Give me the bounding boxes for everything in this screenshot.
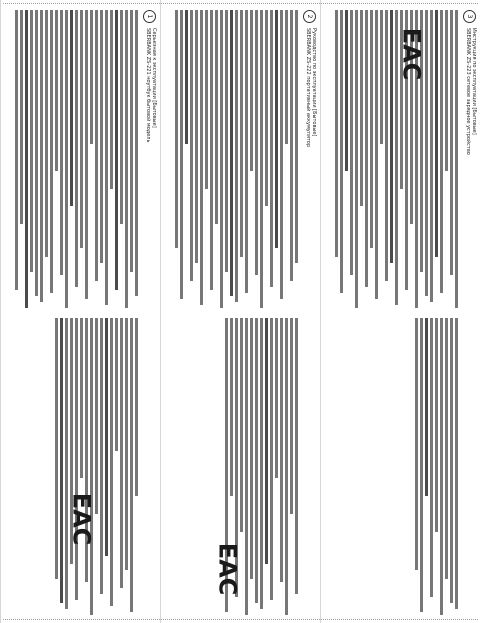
body-text-line xyxy=(420,318,423,613)
body-text-line xyxy=(120,318,123,589)
body-text-line xyxy=(285,10,288,144)
body-text-line xyxy=(285,318,288,616)
column-3-heading xyxy=(463,10,477,615)
body-text-line xyxy=(130,10,133,272)
body-text-line xyxy=(190,10,193,281)
body-text-line xyxy=(60,10,63,275)
body-text-line xyxy=(70,10,73,206)
body-text-line xyxy=(295,318,298,595)
body-text-line xyxy=(355,10,358,308)
column-3-subtitle: SBERBANK ZS-223 сетевое зарядное устройство xyxy=(465,28,471,155)
column-2-heading xyxy=(303,10,317,615)
body-text-line xyxy=(245,318,248,616)
body-text-line xyxy=(440,10,443,293)
body-text-line xyxy=(30,10,33,272)
body-text-line xyxy=(95,10,98,281)
body-text-line xyxy=(65,318,68,610)
body-text-line xyxy=(435,318,438,532)
body-text-line xyxy=(435,10,438,257)
body-text-line xyxy=(235,10,238,302)
body-text-line xyxy=(240,318,243,532)
body-text-line xyxy=(95,318,98,514)
body-text-line xyxy=(105,10,108,305)
body-text-line xyxy=(290,318,293,514)
body-text-line xyxy=(265,318,268,565)
body-text-line xyxy=(135,318,138,497)
body-text-line xyxy=(340,10,343,293)
body-text-line xyxy=(105,318,108,556)
column-2-title-text: Руководство по эксплуатации [Бытовые] xyxy=(311,28,317,137)
body-text-line xyxy=(185,10,188,144)
body-text-line xyxy=(280,10,283,299)
body-text-line xyxy=(250,10,253,171)
body-text-line xyxy=(270,318,273,601)
body-text-line xyxy=(55,318,58,580)
body-text-line xyxy=(90,318,93,616)
column-1-title-text: Серьезная к эксплуатации [Бытовые] xyxy=(151,28,157,128)
body-text-line xyxy=(375,10,378,299)
body-text-line xyxy=(380,10,383,144)
body-text-line xyxy=(135,10,138,296)
column-1-heading xyxy=(143,10,157,615)
body-text-line xyxy=(415,318,418,571)
body-text-line xyxy=(360,10,363,206)
body-text-line xyxy=(110,10,113,189)
eac-mark-column-3: EAC xyxy=(397,27,426,81)
body-text-line xyxy=(225,10,228,272)
body-text-line xyxy=(430,10,433,302)
body-text-line xyxy=(425,318,428,497)
body-text-line xyxy=(40,10,43,302)
column-3-number: 3 xyxy=(463,10,476,23)
body-text-line xyxy=(335,10,338,257)
column-3-content xyxy=(321,0,481,623)
body-text-line xyxy=(85,10,88,299)
body-text-line xyxy=(115,10,118,290)
leaflet-column-2 xyxy=(160,0,321,623)
body-text-line xyxy=(265,10,268,206)
column-2-title xyxy=(305,28,317,147)
body-text-line xyxy=(350,10,353,275)
body-text-line xyxy=(15,10,18,290)
body-text-line xyxy=(390,10,393,263)
column-2-subtitle: SBERBANK ZS-222 портативный аккумулятор xyxy=(305,28,311,148)
body-text-line xyxy=(245,10,248,293)
body-text-line xyxy=(200,10,203,305)
eac-mark-column-2: EAC xyxy=(213,542,242,596)
body-text-line xyxy=(205,10,208,189)
body-text-line xyxy=(275,318,278,479)
body-text-line xyxy=(365,10,368,287)
body-text-line xyxy=(370,10,373,248)
body-text-line xyxy=(445,10,448,171)
body-text-line xyxy=(280,318,283,583)
body-text-line xyxy=(425,10,428,296)
body-text-line xyxy=(55,10,58,171)
body-text-line xyxy=(210,10,213,290)
body-text-line xyxy=(440,318,443,616)
body-text-line xyxy=(25,10,28,308)
body-text-line xyxy=(230,318,233,497)
body-text-line xyxy=(260,10,263,308)
body-text-line xyxy=(450,10,453,275)
body-text-line xyxy=(345,10,348,171)
body-text-line xyxy=(90,10,93,144)
body-text-line xyxy=(255,318,258,604)
body-text-line xyxy=(80,318,83,479)
body-text-line xyxy=(180,10,183,299)
body-text-line xyxy=(255,10,258,275)
body-text-line xyxy=(455,318,458,610)
body-text-line xyxy=(65,10,68,308)
body-text-line xyxy=(445,318,448,580)
body-text-line xyxy=(295,10,298,263)
column-3-title xyxy=(465,28,477,155)
body-text-line xyxy=(175,10,178,248)
body-text-line xyxy=(275,10,278,248)
body-text-line xyxy=(230,10,233,296)
body-text-line xyxy=(120,10,123,224)
body-text-line xyxy=(430,318,433,598)
leaflet-column-3 xyxy=(320,0,481,623)
body-text-line xyxy=(20,10,23,224)
column-1-subtitle: SBERBANK ZS-221 ноутбук бытовой модель xyxy=(145,28,151,143)
body-text-line xyxy=(270,10,273,287)
body-text-line xyxy=(100,318,103,595)
column-2-body-text xyxy=(174,10,298,615)
body-text-line xyxy=(455,10,458,308)
eac-mark-column-1: EAC xyxy=(67,492,96,546)
body-text-line xyxy=(195,10,198,263)
body-text-line xyxy=(80,10,83,248)
body-text-line xyxy=(260,318,263,610)
body-text-line xyxy=(45,10,48,257)
leaflet-column-1 xyxy=(0,0,161,623)
column-3-body-text xyxy=(334,10,458,615)
body-text-line xyxy=(60,318,63,604)
body-text-line xyxy=(100,10,103,263)
body-text-line xyxy=(385,10,388,281)
body-text-line xyxy=(125,318,128,571)
body-text-line xyxy=(130,318,133,613)
body-text-line xyxy=(75,318,78,601)
body-text-line xyxy=(220,10,223,308)
body-text-line xyxy=(110,318,113,607)
body-text-line xyxy=(215,10,218,224)
column-1-number: 1 xyxy=(143,10,156,23)
body-text-line xyxy=(450,318,453,604)
body-text-line xyxy=(240,10,243,257)
body-text-line xyxy=(250,318,253,580)
body-text-line xyxy=(290,10,293,281)
column-2-content xyxy=(161,0,321,623)
body-text-line xyxy=(125,10,128,308)
body-text-line xyxy=(75,10,78,287)
column-3-title-text: Инструкция по эксплуатации [Бытовые] xyxy=(471,28,477,135)
column-1-title xyxy=(145,28,157,142)
body-text-line xyxy=(115,318,118,452)
column-2-number: 2 xyxy=(303,10,316,23)
body-text-line xyxy=(50,10,53,293)
body-text-line xyxy=(35,10,38,296)
